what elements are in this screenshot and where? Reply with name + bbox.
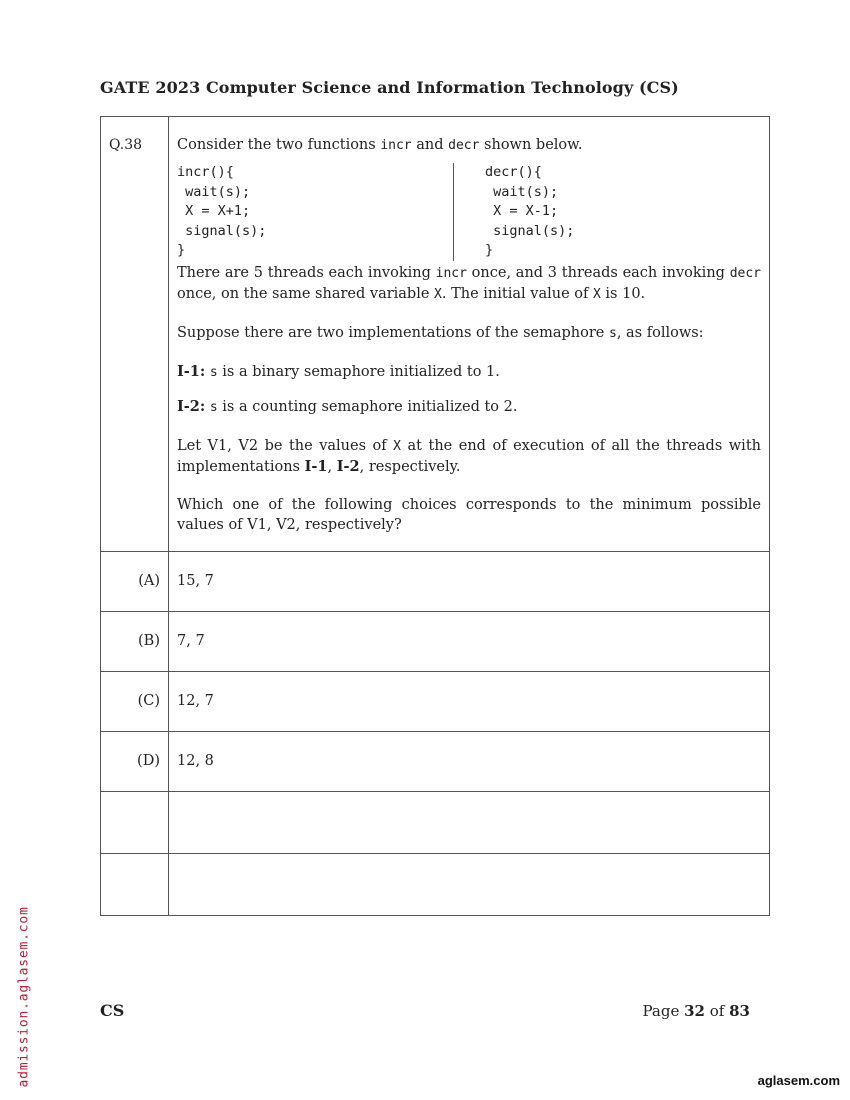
option-a-text: 15, 7: [169, 551, 770, 611]
option-b-label: (B): [101, 611, 169, 671]
question-prompt: Which one of the following choices corresponds to the minimum possible values of V1, V2, respectively?: [177, 496, 761, 533]
question-number: Q.38: [101, 117, 169, 552]
empty-cell: [101, 791, 169, 853]
watermark: admission.aglasem.com: [16, 906, 32, 1088]
implementation-i2: I-2: s is a counting semaphore initialized to 2.: [177, 397, 518, 415]
option-b-text: 7, 7: [169, 611, 770, 671]
empty-row: [101, 791, 770, 853]
question-paragraph-semaphore: Suppose there are two implementations of the semaphore s, as follows:: [177, 324, 704, 341]
brand-logo: aglasem.com: [757, 1073, 840, 1088]
code-block: [177, 163, 761, 261]
decr-code: decr(){ wait(s); X = X-1; signal(s); }: [485, 164, 575, 258]
document-header: GATE 2023 Computer Science and Information Technology (CS): [100, 78, 679, 97]
incr-code: incr(){ wait(s); X = X+1; signal(s); }: [177, 163, 454, 261]
empty-row: [101, 853, 770, 915]
question-intro: Consider the two functions incr and decr shown below.: [177, 137, 583, 153]
option-c-text: 12, 7: [169, 671, 770, 731]
question-body: [169, 117, 770, 552]
question-table: [100, 116, 770, 916]
option-row: [101, 611, 770, 671]
question-row: [101, 117, 770, 552]
option-row: [101, 731, 770, 791]
option-row: [101, 551, 770, 611]
empty-cell: [101, 853, 169, 915]
footer-subject: CS: [100, 1001, 125, 1020]
question-paragraph-values: Let V1, V2 be the values of X at the end of execution of all the threads with implementations I-1, I-2, respectively.: [177, 437, 761, 475]
option-row: [101, 671, 770, 731]
footer-page-number: Page 32 of 83: [642, 1002, 750, 1020]
implementation-i1: I-1: s is a binary semaphore initialized to 1.: [177, 362, 500, 380]
empty-cell: [169, 791, 770, 853]
option-d-text: 12, 8: [169, 731, 770, 791]
option-c-label: (C): [101, 671, 169, 731]
option-d-label: (D): [101, 731, 169, 791]
option-a-label: (A): [101, 551, 169, 611]
question-paragraph-threads: There are 5 threads each invoking incr once, and 3 threads each invoking decr once, on the same shared variable X. The initial value of X is 10.: [177, 264, 761, 302]
empty-cell: [169, 853, 770, 915]
